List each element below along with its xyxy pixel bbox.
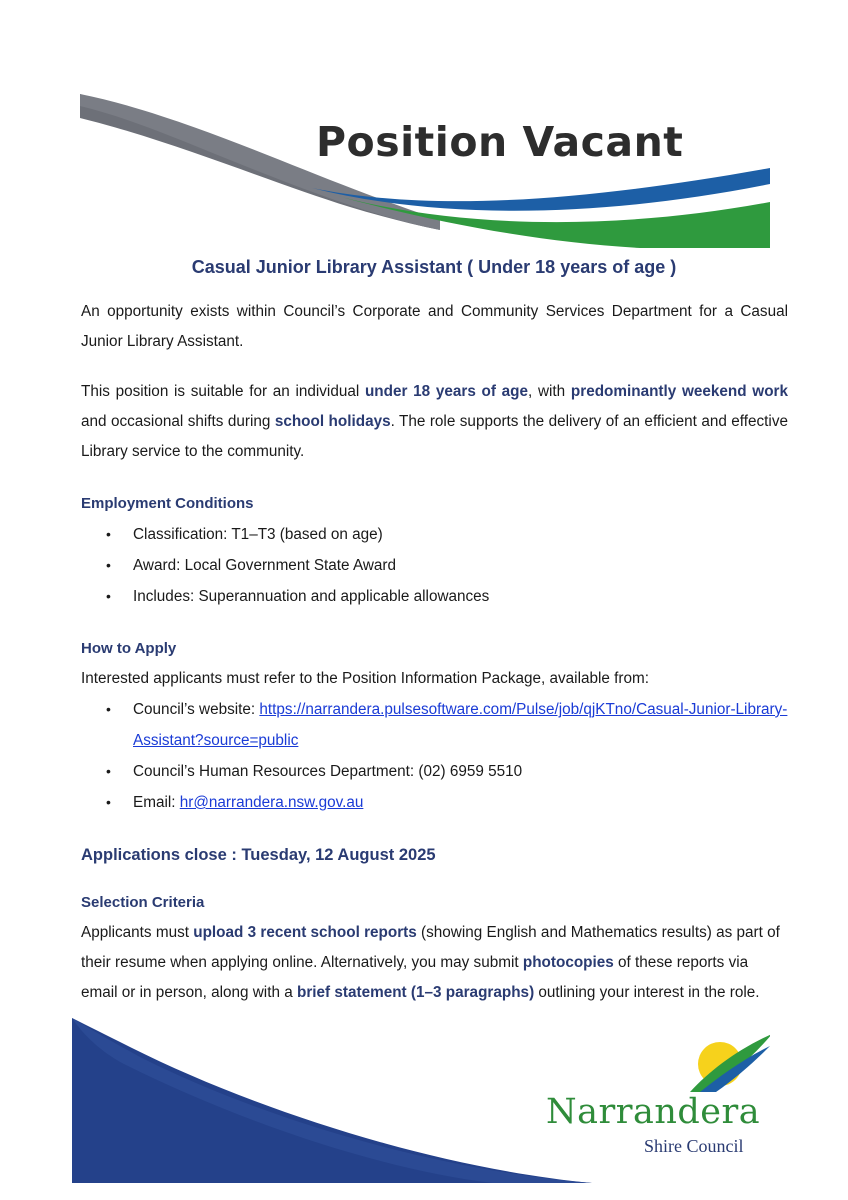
email-label: Email: xyxy=(133,794,180,811)
applications-close-heading: Applications close : Tuesday, 12 August 2025 xyxy=(81,846,436,864)
intro-paragraph: An opportunity exists within Council’s Corporate and Community Services Department for a Casual Junior Library Assistant. xyxy=(81,303,788,350)
job-title: Casual Junior Library Assistant ( Under 18 years of age ) xyxy=(191,257,677,277)
bullet-icon: • xyxy=(106,557,111,573)
emphasis-brief-statement: brief statement (1–3 paragraphs) xyxy=(296,984,535,1001)
hr-phone-text: Council’s Human Resources Department: (02) 6959 5510 xyxy=(133,763,523,780)
website-link[interactable]: https://narrandera.pulsesoftware.com/Pulse/job/qjKTno/Casual-Junior-Library-Assistant?source=public xyxy=(133,701,788,749)
emphasis-photocopies: photocopies xyxy=(522,954,614,971)
banner-swoosh-graphic xyxy=(80,92,770,252)
logo-name: Narrandera xyxy=(546,1092,761,1132)
text-run: of these reports via email or in person, along with a xyxy=(81,954,749,1001)
list-item-text: Includes: Superannuation and applicable allowances xyxy=(133,588,490,605)
header-banner xyxy=(80,92,770,252)
selection-criteria-paragraph xyxy=(81,918,788,1008)
emphasis-school-holidays: school holidays xyxy=(274,413,391,430)
list-item xyxy=(81,756,788,787)
text-run: outlining your interest in the role. xyxy=(534,984,760,1001)
bullet-icon: • xyxy=(106,701,111,717)
text-run: Applicants must xyxy=(81,924,194,941)
suitability-paragraph xyxy=(81,377,788,467)
list-item xyxy=(81,550,788,581)
selection-criteria-heading: Selection Criteria xyxy=(81,894,205,911)
employment-conditions-list xyxy=(81,519,788,612)
website-label: Council’s website: xyxy=(133,701,260,718)
text-run: and occasional shifts during xyxy=(81,413,275,430)
employment-conditions-heading: Employment Conditions xyxy=(81,495,254,512)
emphasis-school-reports: upload 3 recent school reports xyxy=(193,924,417,941)
how-to-apply-heading: How to Apply xyxy=(81,640,177,657)
list-item xyxy=(81,519,788,550)
bullet-icon: • xyxy=(106,794,111,810)
text-run: . The role supports the delivery of an efficient and effective Library service to the community. xyxy=(81,413,788,460)
email-link[interactable]: hr@narrandera.nsw.gov.au xyxy=(179,794,364,811)
emphasis-weekend-work: predominantly weekend work xyxy=(570,383,788,400)
logo-subtitle: Shire Council xyxy=(644,1136,744,1156)
banner-heading: Position Vacant xyxy=(316,118,684,166)
apply-list xyxy=(81,694,788,818)
apply-intro: Interested applicants must refer to the Position Information Package, available from: xyxy=(81,670,649,687)
bullet-icon: • xyxy=(106,763,111,779)
emphasis-age: under 18 years of age xyxy=(364,383,529,400)
list-item xyxy=(81,787,788,818)
bullet-icon: • xyxy=(106,588,111,604)
text-run: (showing English and Mathematics results) as part of their resume when applying online. Alternatively, you may submit xyxy=(81,924,780,971)
list-item-text: Classification: T1–T3 (based on age) xyxy=(133,526,383,543)
bullet-icon: • xyxy=(106,526,111,542)
list-item-text: Award: Local Government State Award xyxy=(133,557,397,574)
text-run: This position is suitable for an individual xyxy=(81,383,365,400)
logo-sun-leaf-icon xyxy=(540,1030,770,1100)
list-item xyxy=(81,581,788,612)
list-item xyxy=(81,694,788,756)
text-run: , with xyxy=(528,383,571,400)
document-body xyxy=(81,297,788,1008)
